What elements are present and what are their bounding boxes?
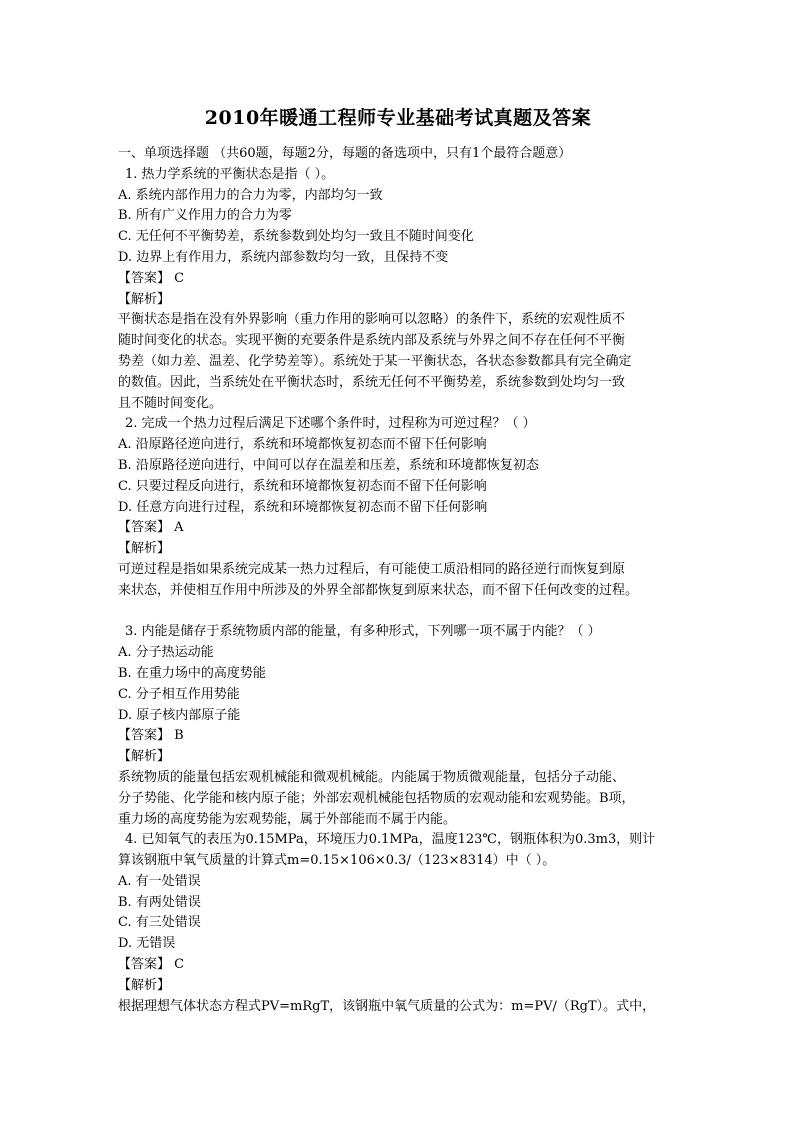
- question-stem: 2. 完成一个热力过程后满足下述哪个条件时，过程称为可逆过程？（ ）: [125, 416, 536, 432]
- blank-line: [118, 602, 678, 623]
- question-stem: 1. 热力学系统的平衡状态是指（ ）。: [125, 166, 335, 182]
- analysis-label: 【解析】: [118, 749, 171, 765]
- option-d: D. 无错误: [118, 936, 176, 952]
- answer-line: 【答案】 B: [118, 728, 184, 744]
- question-4: [118, 830, 678, 1017]
- analysis-text: 且不随时间变化。: [118, 395, 223, 411]
- answer-line: 【答案】 C: [118, 270, 185, 286]
- analysis-text: 分子势能、化学能和核内原子能；外部宏观机械能包括物质的宏观动能和宏观势能。B项，: [118, 790, 635, 806]
- analysis-text: 平衡状态是指在没有外界影响（重力作用的影响可以忽略）的条件下，系统的宏观性质不: [118, 312, 626, 328]
- option-d: D. 原子核内部原子能: [118, 707, 241, 723]
- option-b: B. 所有广义作用力的合力为零: [118, 208, 292, 224]
- option-c: C. 只要过程反向进行，系统和环境都恢复初态而不留下任何影响: [118, 478, 487, 494]
- question-3: [118, 622, 678, 830]
- question-1: [118, 165, 678, 415]
- analysis-text: 来状态，并使相互作用中所涉及的外界全部都恢复到原来状态，而不留下任何改变的过程。: [118, 582, 639, 598]
- answer-line: 【答案】 C: [118, 957, 185, 973]
- option-a: A. 沿原路径逆向进行，系统和环境都恢复初态而不留下任何影响: [118, 437, 487, 453]
- analysis-text: 的数值。因此，当系统处在平衡状态时，系统无任何不平衡势差，系统参数到处均匀一致: [118, 374, 626, 390]
- analysis-text: 势差（如力差、温差、化学势差等）。系统处于某一平衡状态，各状态参数都具有完全确定: [118, 353, 632, 369]
- document-page: [118, 102, 678, 1017]
- question-stem: 3. 内能是储存于系统物质内部的能量，有多种形式，下列哪一项不属于内能？（ ）: [125, 624, 601, 640]
- analysis-text: 根据理想气体状态方程式PV=mRgT，该钢瓶中氧气质量的公式为：m=PV/（RgT）。式中，: [118, 998, 656, 1014]
- option-b: B. 沿原路径逆向进行，中间可以存在温差和压差，系统和环境都恢复初态: [118, 457, 539, 473]
- analysis-text: 随时间变化的状态。实现平衡的充要条件是系统内部及系统与外界之间不存在任何不平衡: [118, 333, 626, 349]
- option-d: D. 边界上有作用力，系统内部参数均匀一致，且保持不变: [118, 249, 449, 265]
- option-a: A. 分子热运动能: [118, 645, 214, 661]
- answer-line: 【答案】 A: [118, 520, 184, 536]
- option-d: D. 任意方向进行过程，系统和环境都恢复初态而不留下任何影响: [118, 499, 488, 515]
- analysis-text: 可逆过程是指如果系统完成某一热力过程后，有可能使工质沿相同的路径逆行而恢复到原: [118, 561, 626, 577]
- analysis-label: 【解析】: [118, 291, 171, 307]
- option-c: C. 有三处错误: [118, 915, 201, 931]
- analysis-text: 重力场的高度势能为宏观势能，属于外部能而不属于内能。: [118, 811, 457, 827]
- question-2: [118, 414, 678, 601]
- analysis-label: 【解析】: [118, 977, 171, 993]
- option-c: C. 分子相互作用势能: [118, 686, 240, 702]
- option-c: C. 无任何不平衡势差，系统参数到处均匀一致且不随时间变化: [118, 229, 474, 245]
- option-a: A. 有一处错误: [118, 873, 201, 889]
- section-heading: 一、单项选择题 （共60题，每题2分，每题的备选项中，只有1个最符合题意）: [118, 146, 572, 161]
- option-a: A. 系统内部作用力的合力为零，内部均匀一致: [118, 187, 383, 203]
- question-stem: 算该钢瓶中氧气质量的计算式m=0.15×106×0.3/（123×8314）中（ ）。: [118, 853, 556, 869]
- analysis-label: 【解析】: [118, 541, 171, 557]
- option-b: B. 有两处错误: [118, 894, 201, 910]
- question-stem: 4. 已知氧气的表压为0.15MPa，环境压力0.1MPa，温度123℃，钢瓶体积为0.3m3，则计: [125, 832, 656, 848]
- option-b: B. 在重力场中的高度势能: [118, 665, 266, 681]
- page-title: 2010年暖通工程师专业基础考试真题及答案: [204, 107, 592, 129]
- analysis-text: 系统物质的能量包括宏观机械能和微观机械能。内能属于物质微观能量，包括分子动能、: [118, 769, 626, 785]
